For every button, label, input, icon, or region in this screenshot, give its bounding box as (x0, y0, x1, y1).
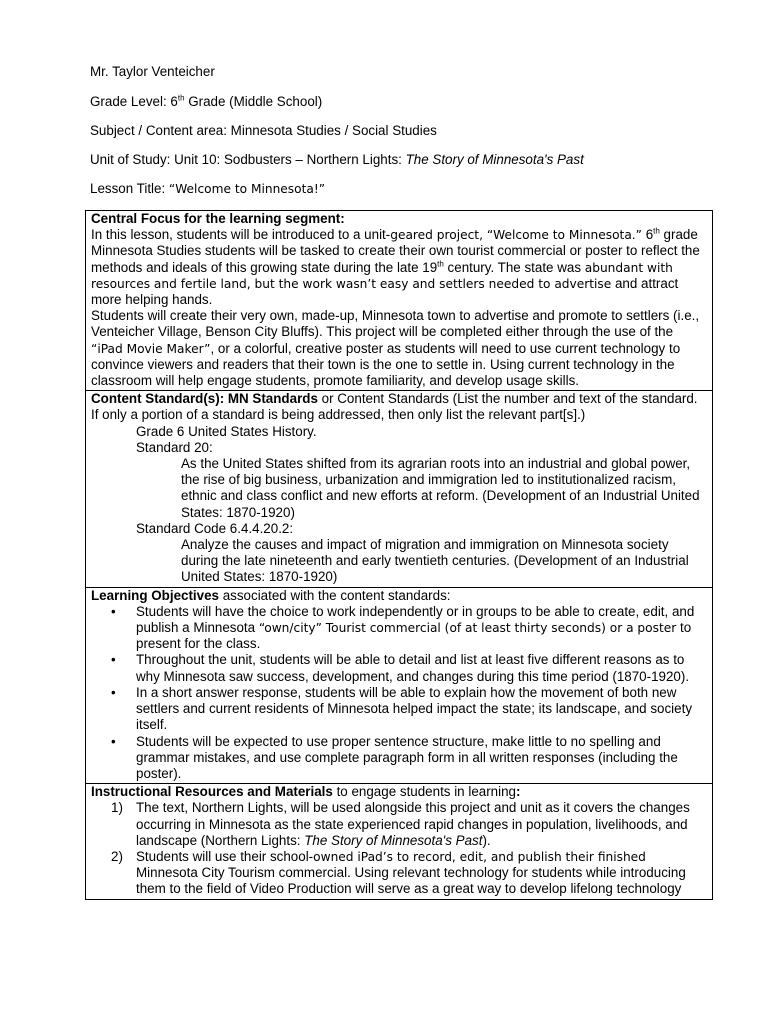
objective-text: Students will be expected to use proper sentence structure, make little to no spelling and grammar mistakes, and use complete paragraph form in all written responses (including the poster). (136, 733, 678, 781)
standard-code-label: Standard Code 6.4.4.20.2: (136, 520, 294, 536)
bullet-icon: • (111, 684, 116, 700)
resource-item (91, 849, 707, 898)
objectives-row (86, 587, 713, 783)
central-focus-text: , or a colorful, creative poster as students will need to use current technology to convince viewers and readers that their town is the one to settle in. Using current technology in the classroom will help engage students, promote familiarity, and develop usage skills. (91, 340, 681, 389)
objectives-intro: associated with the content standards: (219, 587, 451, 603)
resources-list (91, 800, 707, 897)
objective-quote: “own/city” Tourist commercial (of at least thirty seconds) or a poster (258, 621, 677, 636)
objective-item (91, 652, 707, 684)
resource-italic: The Story of Minnesota's Past (304, 832, 483, 848)
central-focus-text: 6 (641, 227, 654, 243)
objective-item (91, 685, 707, 734)
standards-row (86, 391, 713, 587)
central-focus-quote: abundant with resources and fertile land, but the work wasn’t easy and settlers needed to advertise (91, 260, 673, 291)
resources-cell (86, 784, 713, 899)
central-focus-text: and attract more helping hands. (91, 275, 679, 308)
standard-20-label: Standard 20: (136, 439, 213, 455)
central-focus-cell (86, 211, 713, 391)
standards-cell (86, 391, 713, 587)
standard-20-text: As the United States shifted from its agrarian roots into an industrial and global power, the rise of big business, urbanization and immigration led to institutionalized racism, ethnic and class conflict and new efforts at reform. (Development of an Industrial United States: 1870-1920) (181, 456, 700, 520)
objective-text: to present for the class. (136, 620, 692, 652)
resource-text: Students will use their school- (136, 848, 314, 864)
resources-intro: to engage students in learning (332, 784, 516, 800)
unit-title-italic: The Story of Minnesota's Past (405, 152, 584, 167)
resources-row (86, 784, 713, 899)
subject-text: Subject / Content area: Minnesota Studies / Social Studies (90, 123, 437, 138)
teacher-name (90, 64, 215, 80)
subject-line (90, 123, 437, 139)
objectives-cell (86, 587, 713, 783)
lesson-title-line (90, 181, 325, 197)
objective-item (91, 734, 707, 783)
list-number: 1) (111, 800, 123, 816)
objectives-heading: Learning Objectives (91, 587, 219, 603)
standards-intro: or Content Standards (List the number and text of the standard. If only a portion of a standard is being addressed, then only list the relevant part[s].) (91, 391, 698, 423)
central-focus-text: Students will create their very own, made-up, Minnesota town to advertise and promote to settlers (i.e., Venteicher Village, Benson City Bluffs). This project will be completed either through the use of the (91, 308, 700, 340)
grade-level (90, 94, 322, 110)
standards-heading: Content Standard(s): MN Standards (91, 391, 318, 407)
grade-level-sup: th (177, 93, 185, 103)
resource-text: Minnesota City Tourism commercial. Using relevant technology for students while introducing them to the field of Video Production will serve as a great way to develop lifelong technology (136, 865, 686, 897)
superscript: th (437, 259, 444, 269)
lesson-title-value: “Welcome to Minnesota!” (168, 182, 326, 196)
objective-text: Students will have the choice to work independently or in groups to be able to create, edit, and publish a Minnesota (136, 603, 695, 636)
standards-grade: Grade 6 United States History. (136, 423, 317, 439)
teacher-name-text: Mr. Taylor Venteicher (90, 64, 215, 79)
resources-colon: : (516, 784, 521, 800)
central-focus-text: In this lesson, students will be introduced to a unit- (91, 227, 391, 243)
standard-code-text: Analyze the causes and impact of migration and immigration on Minnesota society during the late nineteenth and early twentieth centuries. (Development of an Industrial United States: 1870-1920) (181, 537, 689, 585)
central-focus-paragraph-2 (91, 308, 707, 389)
resource-text: The text, Northern Lights, will be used alongside this project and unit as it covers the changes occurring in Minnesota as the state experienced rapid changes in population, livelihoods, and landscape (Northern Lights: (136, 800, 690, 848)
central-focus-quote: “iPad Movie Maker” (91, 341, 211, 356)
objectives-list (91, 604, 707, 782)
superscript: th (653, 226, 660, 236)
lesson-plan-table (85, 210, 713, 900)
central-focus-row (86, 211, 713, 391)
unit-prefix: Unit of Study: Unit 10: Sodbusters – Northern Lights: (90, 152, 406, 167)
central-focus-quote: geared project, “Welcome to Minnesota.” (390, 228, 642, 243)
resource-text: ). (482, 832, 491, 848)
central-focus-text: grade Minnesota Studies students will be tasked to create their own tourist commercial or poster to reflect the methods and ideals of this growing state during the late 19 (91, 227, 700, 275)
central-focus-heading: Central Focus for the learning segment: (91, 211, 345, 226)
lesson-title-label: Lesson Title: (90, 181, 169, 196)
resource-item (91, 800, 707, 849)
grade-level-suffix: Grade (Middle School) (184, 94, 323, 109)
objective-text: In a short answer response, students will be able to explain how the movement of both new settlers and current residents of Minnesota helped impact the state; its landscape, and society itself. (136, 684, 693, 733)
list-number: 2) (111, 848, 123, 864)
bullet-icon: • (111, 603, 116, 619)
bullet-icon: • (111, 733, 116, 749)
grade-level-prefix: Grade Level: 6 (90, 94, 178, 109)
objective-item (91, 604, 707, 653)
central-focus-text: century. The state was (443, 259, 585, 275)
resource-quote: owned iPad’s to record, edit, and publish their finished (313, 849, 646, 864)
bullet-icon: • (111, 652, 116, 668)
resources-heading: Instructional Resources and Materials (91, 784, 333, 800)
unit-of-study (90, 152, 584, 168)
objective-text: Throughout the unit, students will be able to detail and list at least five different reasons as to why Minnesota saw success, development, and changes during this time period (1870-1920). (136, 652, 690, 684)
